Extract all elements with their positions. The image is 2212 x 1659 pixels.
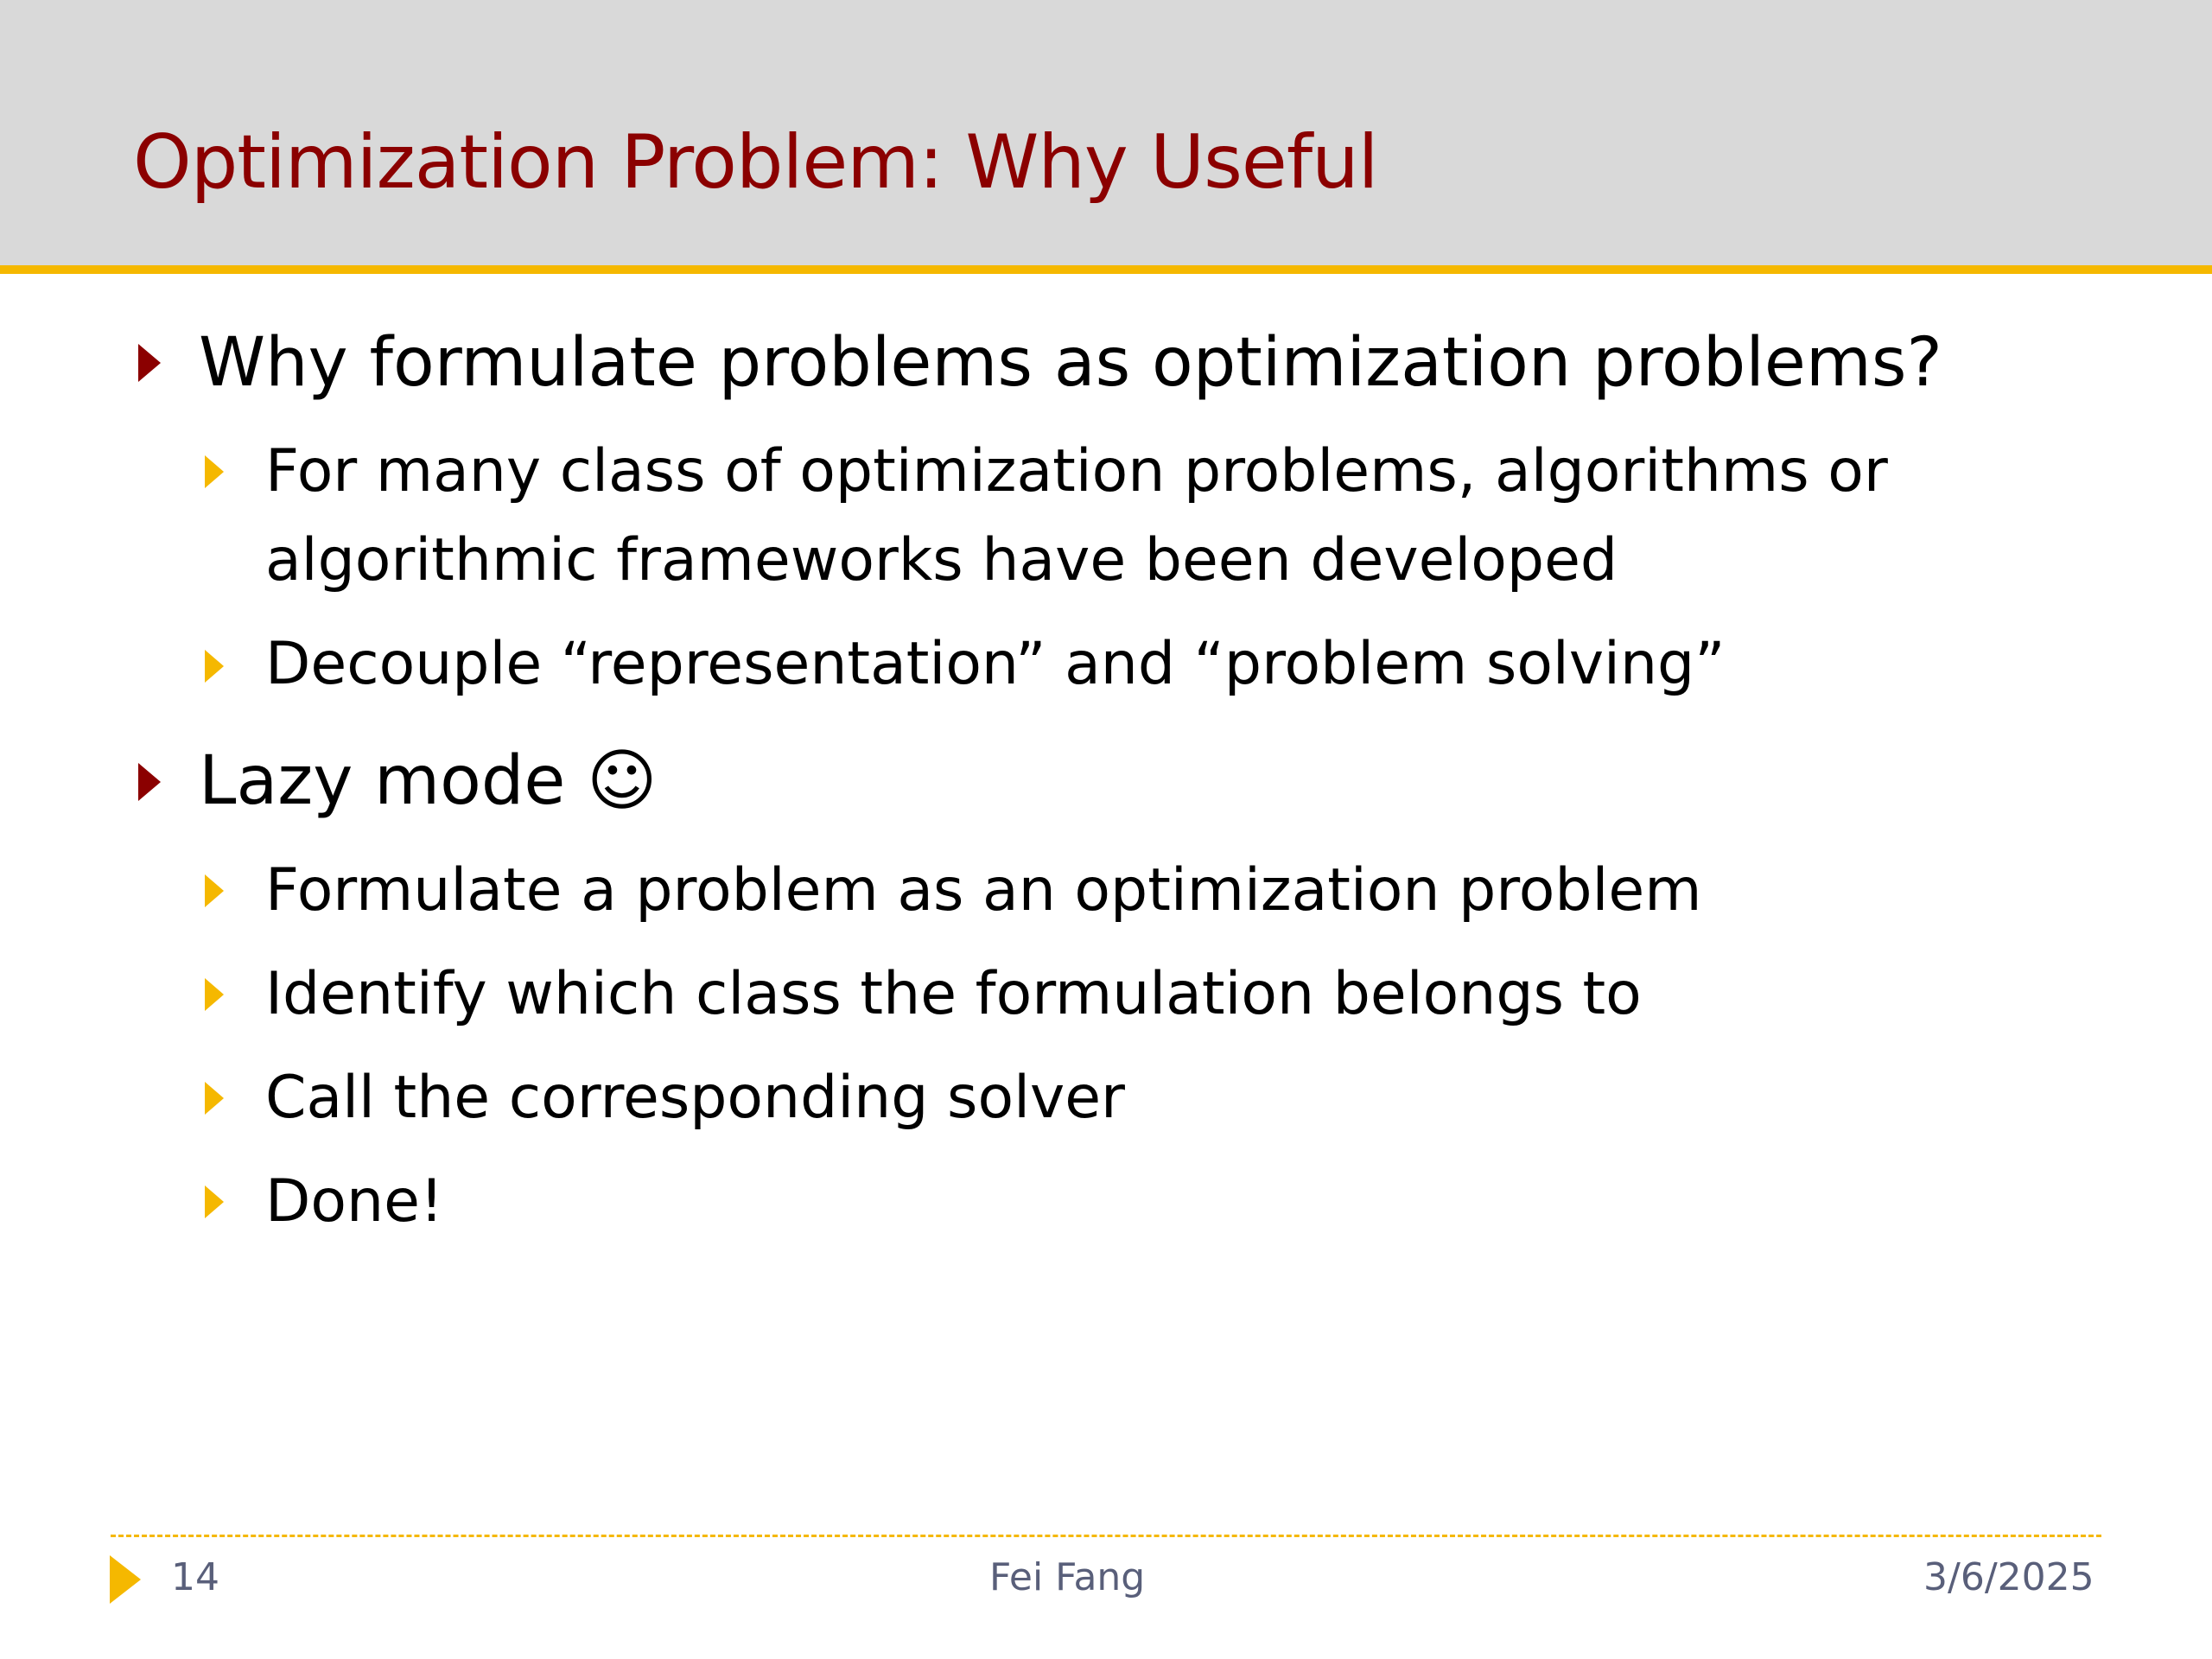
page-number: 14: [171, 1555, 219, 1599]
footer-divider: [111, 1535, 2101, 1537]
sub-bullet-line: Done!: [265, 1167, 444, 1236]
sub-bullet-arrow-icon: [205, 1185, 224, 1218]
bullet-level1: Why formulate problems as optimization problems?: [199, 324, 1942, 402]
footer-author: Fei Fang: [989, 1555, 1146, 1599]
sub-bullet-line: Identify which class the formulation belongs to: [265, 960, 1642, 1028]
sub-bullet-arrow-icon: [205, 1082, 224, 1115]
sub-bullet-line: Formulate a problem as an optimization problem: [265, 856, 1702, 925]
sub-bullet-line: Call the corresponding solver: [265, 1064, 1125, 1132]
bullet-arrow-icon: [138, 763, 161, 801]
bullet-arrow-icon: [138, 344, 161, 382]
sub-bullet-line: Decouple “representation” and “problem solving”: [265, 630, 1726, 698]
footer-arrow-icon: [110, 1555, 141, 1604]
sub-bullet-line: For many class of optimization problems, algorithms or: [265, 437, 1888, 505]
sub-bullet-arrow-icon: [205, 650, 224, 683]
bullet-level1: Lazy mode ☺: [199, 742, 658, 820]
sub-bullet-line-continued: algorithmic frameworks have been developed: [265, 526, 1618, 594]
sub-bullet-arrow-icon: [205, 455, 224, 488]
sub-bullet-arrow-icon: [205, 978, 224, 1011]
footer-date: 3/6/2025: [1923, 1555, 2094, 1599]
sub-bullet-arrow-icon: [205, 874, 224, 907]
slide-title: Optimization Problem: Why Useful: [133, 119, 1378, 206]
